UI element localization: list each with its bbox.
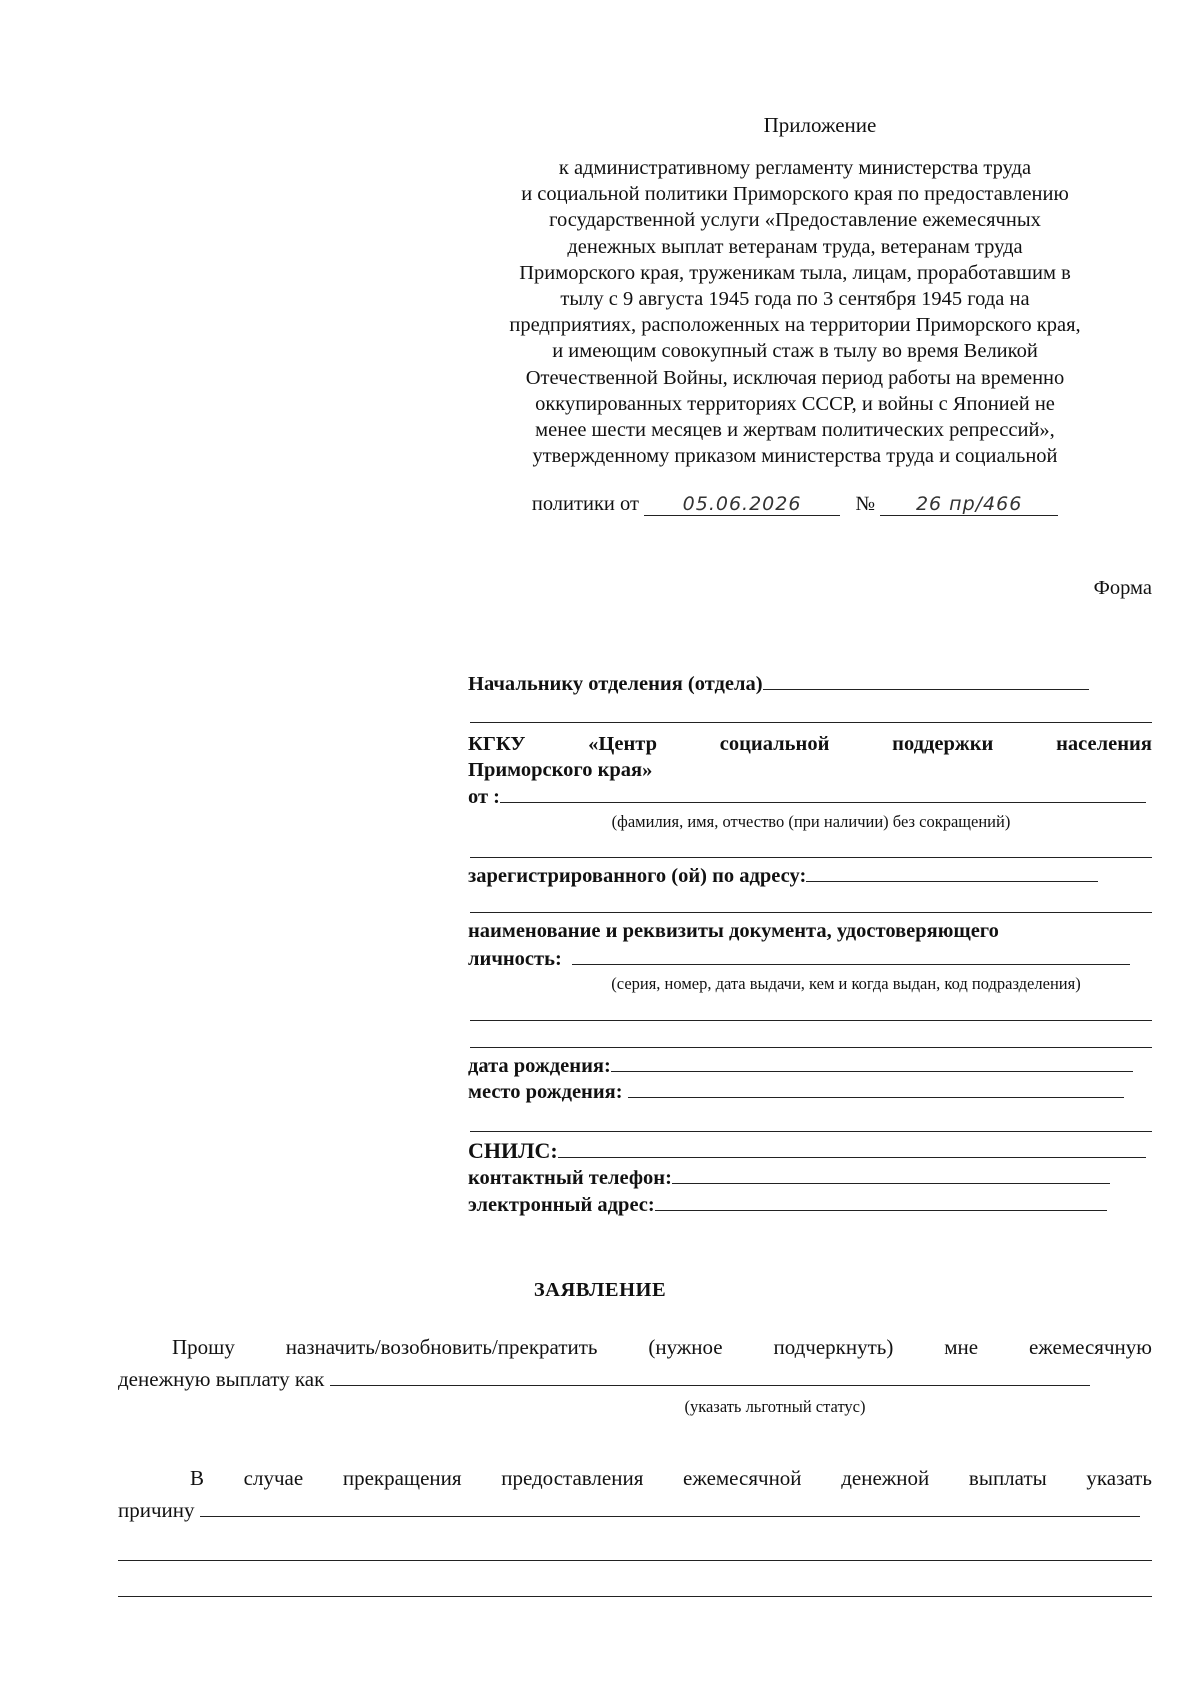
reason-field[interactable]: [200, 1502, 1140, 1517]
reason-word: В: [190, 1466, 205, 1490]
doc-field-line2[interactable]: [470, 1020, 1152, 1021]
snils-row: [468, 1138, 1146, 1164]
annex-line: предприятиях, расположенных на территории Приморского края,: [509, 314, 1081, 337]
org-word: поддержки: [892, 733, 994, 755]
from-row: [468, 786, 1146, 809]
head-field-line2[interactable]: [470, 722, 1152, 723]
request-word: мне: [944, 1335, 979, 1359]
annex-line: Приморского края, труженикам тыла, лицам, проработавшим в: [519, 261, 1071, 284]
reason-word: ежемесячной: [683, 1466, 802, 1490]
address-label: зарегистрированного (ой) по адресу:: [468, 865, 807, 887]
annex-line: к административному регламенту министерства труда: [558, 157, 1032, 179]
request-word: назначить/возобновить/прекратить: [285, 1335, 598, 1359]
birth-date-label: дата рождения:: [468, 1055, 611, 1077]
form-label: Форма: [1093, 577, 1152, 599]
annex-line: тылу с 9 августа 1945 года по 3 сентября 1945 года на: [560, 288, 1030, 311]
reason-line1: [190, 1466, 1152, 1491]
reason-field-line2[interactable]: [118, 1560, 1152, 1561]
head-label: Начальнику отделения (отдела): [468, 673, 763, 695]
org-word: КГКУ: [468, 733, 526, 755]
doc-note: (серия, номер, дата выдачи, кем и когда выдан, код подразделения): [611, 974, 1081, 993]
org-word: «Центр: [588, 733, 657, 755]
reason-field-line3[interactable]: [118, 1596, 1152, 1597]
reason-word: случае: [243, 1466, 304, 1490]
doc-row: [468, 948, 1130, 971]
request-word: Прошу: [172, 1335, 235, 1359]
birth-place-field-line2[interactable]: [470, 1131, 1152, 1132]
address-field-line2[interactable]: [470, 912, 1152, 913]
request-word: ежемесячную: [1028, 1335, 1152, 1359]
phone-row: [468, 1167, 1110, 1190]
address-row: [468, 865, 1098, 888]
annex-line: и социальной политики Приморского края по предоставлению: [521, 183, 1069, 206]
annex-line: денежных выплат ветеранам труда, ветеранам труда: [567, 235, 1023, 258]
org-line2: Приморского края»: [468, 759, 653, 781]
from-label: от :: [468, 786, 501, 808]
head-field[interactable]: [763, 675, 1089, 690]
reason-word: выплаты: [968, 1466, 1047, 1490]
order-number-handwritten: 26 пр/466: [880, 493, 1058, 516]
from-note: (фамилия, имя, отчество (при наличии) без сокращений): [611, 812, 1011, 831]
doc-field[interactable]: [572, 950, 1130, 965]
annex-title: Приложение: [763, 113, 877, 137]
phone-field[interactable]: [672, 1169, 1110, 1184]
birth-place-label: место рождения:: [468, 1081, 623, 1103]
doc-label-line1: наименование и реквизиты документа, удостоверяющего: [468, 920, 999, 942]
order-number-prefix: №: [855, 493, 875, 515]
statement-title: ЗАЯВЛЕНИЕ: [533, 1279, 667, 1301]
reason-word: предоставления: [501, 1466, 644, 1490]
reason-line2: [118, 1498, 1152, 1523]
snils-field[interactable]: [558, 1143, 1146, 1158]
birth-date-field[interactable]: [611, 1057, 1133, 1072]
order-date-handwritten: 05.06.2026: [644, 493, 840, 516]
from-field[interactable]: [500, 788, 1146, 803]
reason-label: причину: [118, 1498, 195, 1522]
annex-line: оккупированных территориях СССР, и войны с Японией не: [535, 392, 1055, 415]
email-label: электронный адрес:: [468, 1194, 655, 1216]
request-line2: [118, 1367, 1152, 1392]
reason-word: денежной: [841, 1466, 930, 1490]
benefit-status-field[interactable]: [330, 1371, 1090, 1386]
doc-label-line2: личность:: [468, 948, 562, 970]
org-word: населения: [1056, 733, 1152, 755]
birth-place-row: [468, 1081, 1124, 1104]
snils-label: СНИЛС:: [468, 1138, 558, 1163]
email-row: [468, 1194, 1107, 1217]
annex-line: утвержденному приказом министерства труда и социальной: [532, 445, 1058, 468]
annex-body: [470, 155, 1120, 469]
from-field-line2[interactable]: [470, 857, 1152, 858]
benefit-status-note: (указать льготный статус): [684, 1397, 866, 1416]
annex-line: государственной услуги «Предоставление ежемесячных: [549, 209, 1041, 232]
request-line2-text: денежную выплату как: [118, 1367, 325, 1391]
order-date-prefix: политики от: [531, 493, 639, 515]
annex-line: менее шести месяцев и жертвам политических репрессий»,: [535, 419, 1055, 442]
doc-field-line3[interactable]: [470, 1047, 1152, 1048]
request-word: подчеркнуть): [773, 1335, 894, 1359]
head-row: [468, 673, 1089, 696]
reason-word: прекращения: [342, 1466, 462, 1490]
org-word: социальной: [719, 733, 830, 755]
org-line1: [468, 733, 1152, 756]
reason-word: указать: [1086, 1466, 1152, 1490]
birth-date-row: [468, 1055, 1133, 1078]
address-field[interactable]: [806, 867, 1098, 882]
phone-label: контактный телефон:: [468, 1167, 672, 1189]
annex-line: и имеющим совокупный стаж в тылу во время Великой: [552, 340, 1038, 363]
request-line1: [172, 1335, 1152, 1360]
annex-order-line: [470, 493, 1120, 516]
birth-place-field[interactable]: [628, 1083, 1124, 1098]
email-field[interactable]: [655, 1196, 1107, 1211]
request-word: (нужное: [648, 1335, 723, 1359]
annex-line: Отечественной Войны, исключая период работы на временно: [525, 366, 1065, 389]
